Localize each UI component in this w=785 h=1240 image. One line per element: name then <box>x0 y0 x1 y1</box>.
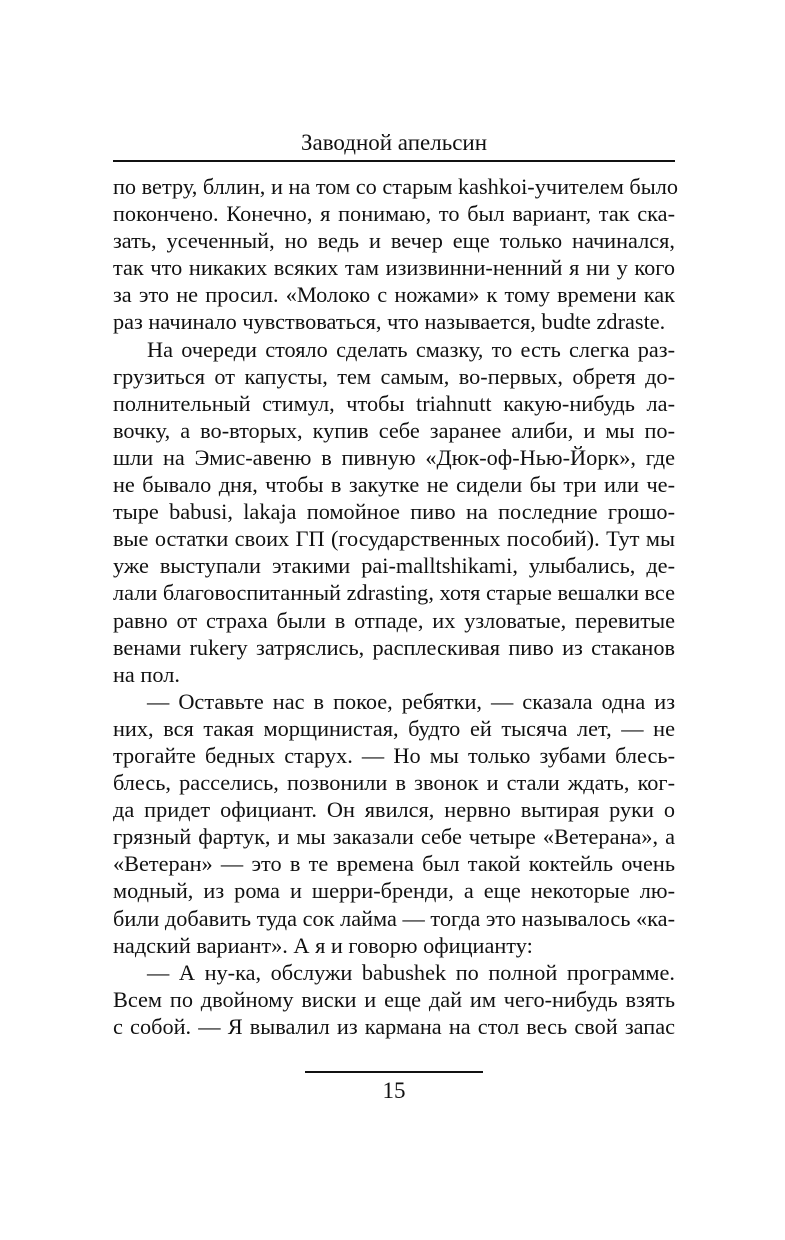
paragraph <box>113 336 675 688</box>
paragraph <box>113 959 675 1040</box>
text-line: били добавить туда сок лайма — тогда это называлось «ка- <box>113 905 675 931</box>
text-line: венами rukery затряслись, расплескивая пиво из стаканов <box>113 634 675 660</box>
text-line: шли на Эмис-авеню в пивную «Дюк-оф-Нью-Йорк», где <box>113 444 675 470</box>
text-line: зать, усеченный, но ведь и вечер еще только начинался, <box>113 228 675 254</box>
text-line: них, вся такая морщинистая, будто ей тысяча лет, — не <box>113 715 675 741</box>
paragraph <box>113 173 678 336</box>
text-line: Всем по двойному виски и еще дай им чего-нибудь взять <box>113 986 675 1012</box>
text-line: покончено. Конечно, я понимаю, то был вариант, так ска- <box>113 201 675 227</box>
text-line: раз начинало чувствоваться, что называется, budte zdraste. <box>113 309 666 335</box>
text-line: трогайте бедных старух. — Но мы только зубами блесь- <box>113 742 675 768</box>
text-line: так что никаких всяких там изизвинни-ненний я ни у кого <box>113 255 675 281</box>
paragraph <box>113 688 675 959</box>
text-line: равно от страха были в отпаде, их узловатые, перевитые <box>113 607 675 633</box>
text-line: тыре babusi, lakaja помойное пиво на последние грошо- <box>113 499 675 525</box>
page-number: 15 <box>382 1078 406 1103</box>
text-line: не бывало дня, чтобы в закутке не сидели бы три или че- <box>113 472 675 498</box>
text-line: модный, из рома и шерри-бренди, а еще некоторые лю- <box>113 878 675 904</box>
text-line: грязный фартук, и мы заказали себе четыре «Ветерана», а <box>113 824 675 850</box>
text-line: полнительный стимул, чтобы triahnutt какую-нибудь ла- <box>113 390 675 416</box>
running-title: Заводной апельсин <box>300 130 488 155</box>
text-line: с собой. — Я вывалил из кармана на стол весь свой запас <box>113 1013 675 1039</box>
text-line: за это не просил. «Молоко с ножами» к тому времени как <box>113 282 675 308</box>
text-line: уже выступали этакими pai-malltshikami, улыбались, де- <box>113 553 675 579</box>
text-line: — Оставьте нас в покое, ребятки, — сказала одна из <box>147 688 675 714</box>
body-text <box>113 173 678 1040</box>
text-line: по ветру, бллин, и на том со старым kashkoi-учителем было <box>113 174 678 199</box>
text-line: «Ветеран» — это в те времена был такой коктейль очень <box>113 851 675 877</box>
text-line: На очереди стояло сделать смазку, то есть слегка раз- <box>147 336 675 362</box>
text-line: надский вариант». А я и говорю официанту: <box>113 932 533 958</box>
text-line: — А ну-ка, обслужи babushek по полной программе. <box>147 959 675 985</box>
text-line: блесь, расселись, позвонили в звонок и стали ждать, ког- <box>113 770 675 796</box>
text-line: вочку, а во-вторых, купив себе заранее алиби, и мы по- <box>113 417 675 443</box>
text-line: да придет официант. Он явился, нервно вытирая руки о <box>113 797 675 823</box>
text-line: на пол. <box>113 661 180 687</box>
text-line: вые остатки своих ГП (государственных пособий). Тут мы <box>113 526 675 552</box>
text-line: грузиться от капусты, тем самым, во-первых, обретя до- <box>113 363 675 389</box>
footer-rule <box>305 1071 483 1073</box>
text-line: лали благовоспитанный zdrasting, хотя старые вешалки все <box>113 580 675 606</box>
header-rule <box>113 160 675 162</box>
